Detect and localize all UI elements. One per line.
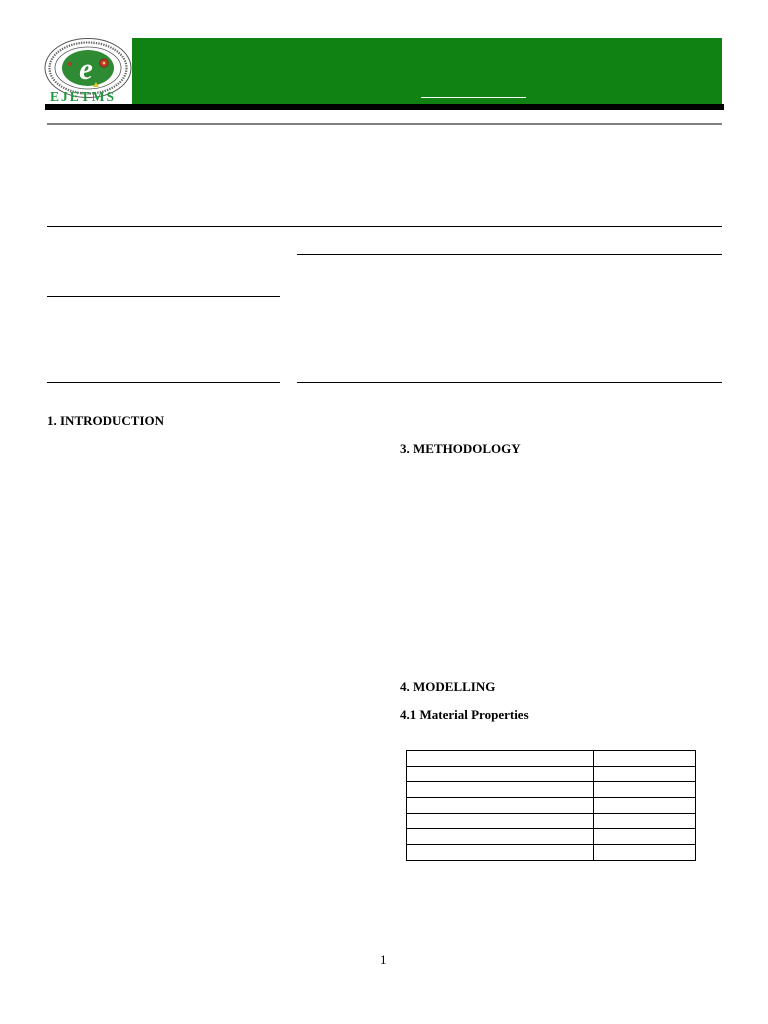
table-cell [407,798,594,814]
table-cell [594,845,696,861]
material-table-body [407,751,696,861]
table-cell [407,782,594,798]
table-row [407,766,696,782]
table-cell [594,782,696,798]
table-cell [594,813,696,829]
table-cell [407,813,594,829]
table-cell [407,766,594,782]
logo-letter-mark: e [79,51,93,86]
journal-logo-name: EJETMS [50,89,117,104]
article-info-bottom-divider [47,382,280,383]
subsection-heading-material-properties: 4.1 Material Properties [400,707,529,722]
top-divider [47,123,722,125]
table-cell [594,766,696,782]
article-info-top-divider [47,296,280,297]
table-cell [594,829,696,845]
table-cell [407,845,594,861]
table-cell [407,751,594,767]
section-heading-introduction: 1. INTRODUCTION [47,413,165,428]
header-bar [132,38,722,104]
header-link-underline[interactable] [421,97,526,98]
table-row [407,813,696,829]
section-heading-modelling: 4. MODELLING [400,679,496,694]
material-properties-table [406,750,696,861]
table-row [407,845,696,861]
title-block-divider [47,226,722,227]
section-heading-methodology: 3. METHODOLOGY [400,441,521,456]
page-number: 1 [380,952,387,967]
abstract-top-divider [297,254,722,255]
table-row [407,798,696,814]
table-row [407,782,696,798]
table-row [407,829,696,845]
table-row [407,751,696,767]
table-cell [594,751,696,767]
table-cell [594,798,696,814]
header-base-rule [45,104,724,110]
abstract-bottom-divider [297,382,722,383]
table-cell [407,829,594,845]
